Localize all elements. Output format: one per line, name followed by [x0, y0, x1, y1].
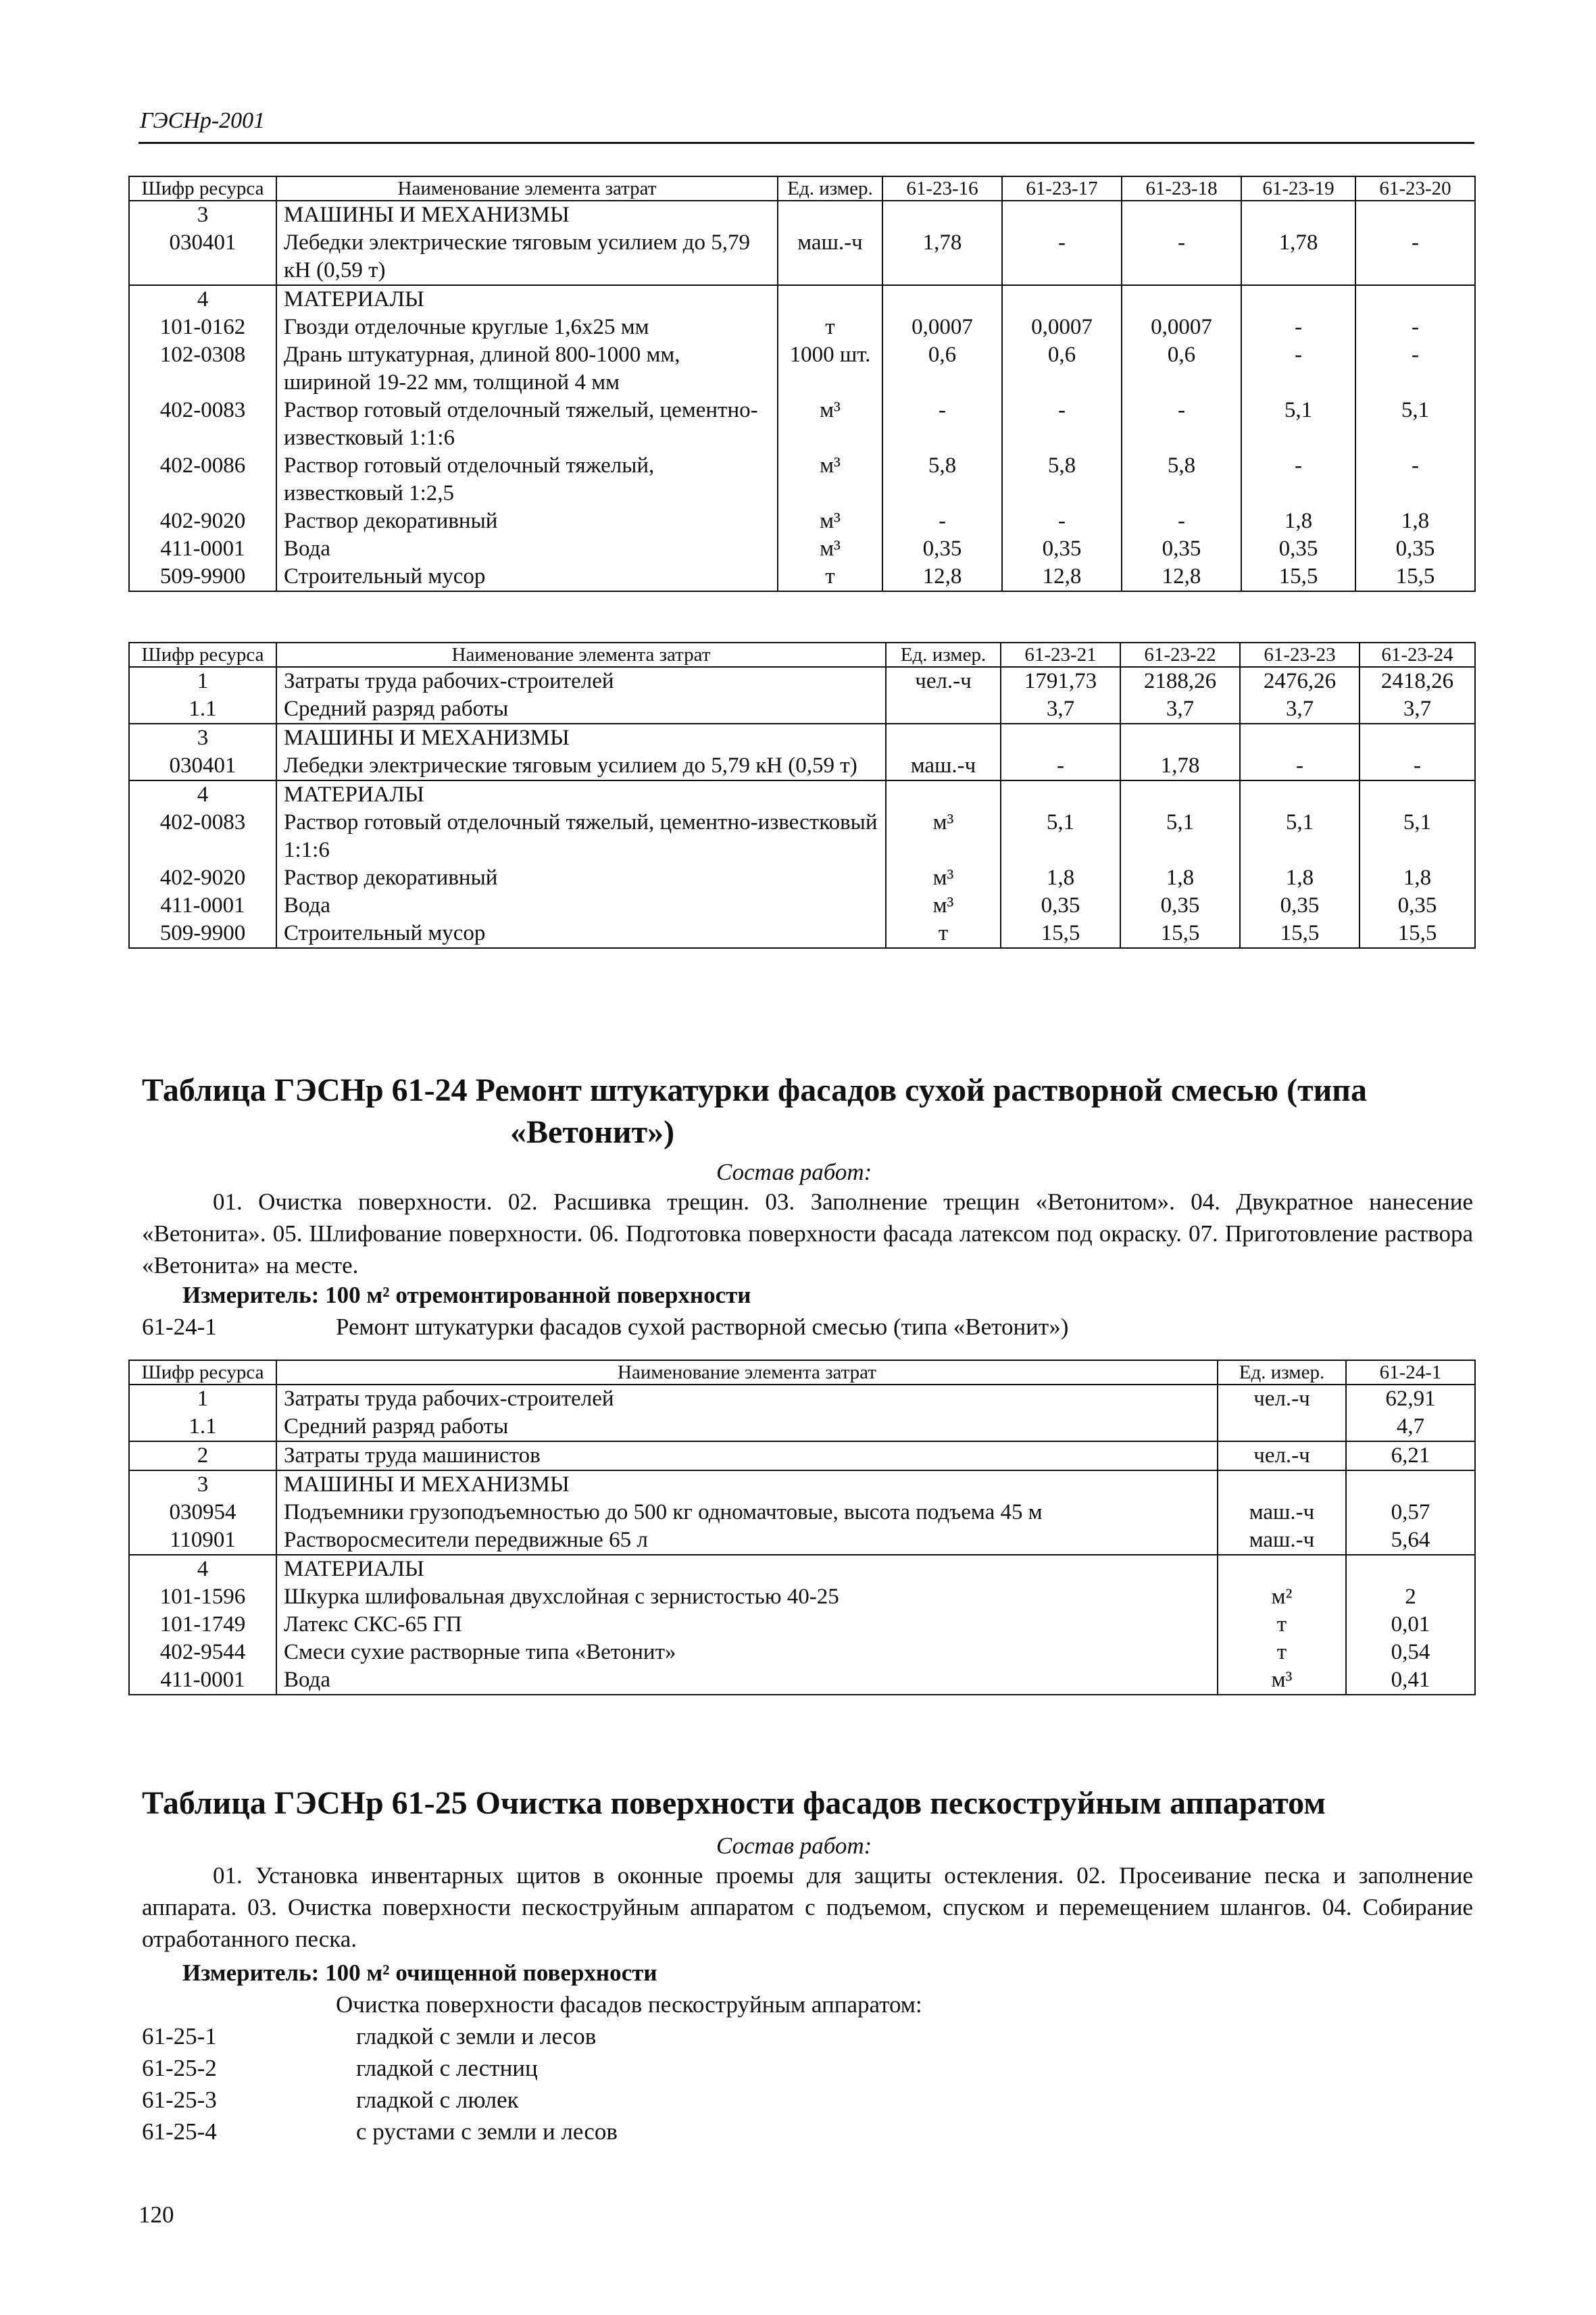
norm-value: 5,1 [1001, 809, 1120, 864]
norm-value: - [1122, 507, 1241, 535]
norm-value [1002, 285, 1122, 314]
norm-value: 12,8 [1002, 563, 1122, 591]
column-header: 61-23-16 [882, 176, 1002, 201]
norm-value [1001, 724, 1120, 752]
norm-value [1355, 285, 1475, 314]
table-row [129, 1470, 1475, 1499]
resource-code: 102-0308 [129, 341, 276, 397]
composition-label: Состав работ: [716, 1159, 872, 1185]
table-row [129, 1611, 1475, 1639]
unit: м³ [778, 452, 882, 507]
norm-value: - [1240, 752, 1360, 780]
norm-value: 2 [1346, 1583, 1475, 1611]
norm-value: 0,35 [1001, 892, 1120, 920]
unit: чел.-ч [886, 667, 1001, 695]
norm-value: 3,7 [1240, 695, 1360, 724]
item-name: с рустами с земли и лесов [356, 2118, 618, 2145]
unit: т [886, 920, 1001, 948]
norm-value [882, 285, 1002, 314]
resource-name: Средний разряд работы [276, 695, 886, 724]
resource-code: 4 [129, 780, 276, 809]
norm-value: 1,8 [1001, 864, 1120, 892]
resource-name: МАТЕРИАЛЫ [276, 285, 778, 314]
resource-name: Гвозди отделочные круглые 1,6х25 мм [276, 314, 778, 341]
resource-code: 101-1749 [129, 1611, 276, 1639]
resource-code: 402-0083 [129, 809, 276, 864]
norm-value: 0,6 [882, 341, 1002, 397]
resource-name: МАТЕРИАЛЫ [276, 780, 886, 809]
column-header: 61-23-20 [1355, 176, 1475, 201]
resource-code: 4 [129, 1555, 276, 1583]
resource-table-61-23-21-24 [128, 642, 1476, 949]
items-intro: Очистка поверхности фасадов пескоструйным аппаратом: [336, 1991, 922, 2018]
norm-value: 3,7 [1001, 695, 1120, 724]
table-title-61-24 [142, 1070, 1474, 1153]
resource-name: МАШИНЫ И МЕХАНИЗМЫ [276, 1470, 1218, 1499]
unit [886, 724, 1001, 752]
title-line-1: Таблица ГЭСНр 61-24 Ремонт штукатурки фасадов сухой растворной смесью (типа [142, 1072, 1367, 1108]
norm-value [1241, 285, 1355, 314]
table-row [129, 452, 1475, 507]
norm-value: 2188,26 [1120, 667, 1240, 695]
resource-code: 030401 [129, 752, 276, 780]
norm-value: 15,5 [1240, 920, 1360, 948]
table-header-row [129, 176, 1475, 201]
resource-code: 110901 [129, 1526, 276, 1555]
resource-code: 1.1 [129, 695, 276, 724]
table-row [129, 780, 1475, 809]
norm-value: 12,8 [882, 563, 1002, 591]
norm-value: 15,5 [1241, 563, 1355, 591]
resource-code: 101-1596 [129, 1583, 276, 1611]
table-row [129, 1639, 1475, 1666]
resource-code: 509-9900 [129, 563, 276, 591]
norm-value: 0,57 [1346, 1499, 1475, 1526]
norm-value: 5,1 [1120, 809, 1240, 864]
norm-value: 0,35 [1355, 535, 1475, 563]
resource-name: Растворосмесители передвижные 65 л [276, 1526, 1218, 1555]
norm-value: 5,8 [1122, 452, 1241, 507]
norm-value: 0,54 [1346, 1639, 1475, 1666]
norm-value: 0,35 [1241, 535, 1355, 563]
norm-value: - [1241, 314, 1355, 341]
norm-value: 3,7 [1120, 695, 1240, 724]
norm-value [1355, 201, 1475, 229]
resource-name: Раствор готовый отделочный тяжелый, цементно-известковый 1:1:6 [276, 809, 886, 864]
resource-name: Строительный мусор [276, 920, 886, 948]
norm-value: 15,5 [1001, 920, 1120, 948]
norm-value: 0,01 [1346, 1611, 1475, 1639]
table-row [129, 563, 1475, 591]
norm-value [1002, 201, 1122, 229]
norm-value: 1,8 [1360, 864, 1475, 892]
norm-value: 1,78 [1241, 229, 1355, 285]
norm-value: 0,35 [1240, 892, 1360, 920]
unit [886, 780, 1001, 809]
norm-value: 2476,26 [1240, 667, 1360, 695]
unit [886, 695, 1001, 724]
item-code: 61-25-1 [142, 2023, 217, 2049]
item-name: гладкой с земли и лесов [356, 2023, 597, 2049]
unit: м³ [778, 507, 882, 535]
column-header: Шифр ресурса [129, 176, 276, 201]
unit: м³ [886, 892, 1001, 920]
unit: чел.-ч [1218, 1441, 1346, 1470]
column-header: Шифр ресурса [129, 1360, 276, 1385]
table-row [129, 695, 1475, 724]
norm-value: - [882, 507, 1002, 535]
norm-value: - [1001, 752, 1120, 780]
table-row [129, 1666, 1475, 1695]
norm-value: 5,8 [1002, 452, 1122, 507]
table-row [129, 752, 1475, 780]
unit: маш.-ч [778, 229, 882, 285]
column-header: Ед. измер. [778, 176, 882, 201]
norm-value [1122, 285, 1241, 314]
column-header: 61-24-1 [1346, 1360, 1475, 1385]
norm-value: 5,1 [1360, 809, 1475, 864]
table-row [129, 724, 1475, 752]
resource-code: 402-0083 [129, 397, 276, 452]
resource-code: 4 [129, 285, 276, 314]
norm-value: 0,35 [882, 535, 1002, 563]
norm-value: 5,8 [882, 452, 1002, 507]
meter-label: Измеритель: 100 м² очищенной поверхности [182, 1960, 657, 1986]
norm-value: - [1241, 341, 1355, 397]
norm-value [1240, 724, 1360, 752]
unit: м³ [886, 864, 1001, 892]
table-row [129, 920, 1475, 948]
unit [778, 285, 882, 314]
table-row [129, 1413, 1475, 1441]
norm-value: - [1122, 229, 1241, 285]
column-header: Наименование элемента затрат [276, 176, 778, 201]
norm-value: 4,7 [1346, 1413, 1475, 1441]
norm-value: - [1002, 229, 1122, 285]
composition-label: Состав работ: [716, 1833, 872, 1859]
norm-value: 5,1 [1355, 397, 1475, 452]
header-rule [139, 142, 1474, 144]
resource-name: Затраты труда машинистов [276, 1441, 1218, 1470]
unit: м³ [778, 535, 882, 563]
resource-name: Затраты труда рабочих-строителей [276, 1385, 1218, 1413]
unit [1218, 1413, 1346, 1441]
table-row [129, 1441, 1475, 1470]
norm-value: 0,35 [1120, 892, 1240, 920]
norm-value: - [1122, 397, 1241, 452]
running-header: ГЭСНр-2001 [140, 108, 266, 133]
norm-value: 15,5 [1360, 920, 1475, 948]
resource-code: 2 [129, 1441, 276, 1470]
resource-name: Раствор декоративный [276, 507, 778, 535]
table-header-row [129, 643, 1475, 667]
norm-value: 15,5 [1355, 563, 1475, 591]
resource-code: 411-0001 [129, 892, 276, 920]
norm-value: 0,41 [1346, 1666, 1475, 1695]
item-code: 61-25-2 [142, 2055, 217, 2081]
table-row [129, 229, 1475, 285]
resource-name: Затраты труда рабочих-строителей [276, 667, 886, 695]
norm-value: 0,0007 [882, 314, 1002, 341]
norm-value: 0,6 [1002, 341, 1122, 397]
resource-name: Подъемники грузоподъемностью до 500 кг одномачтовые, высота подъема 45 м [276, 1499, 1218, 1526]
table-row [129, 314, 1475, 341]
table-row [129, 1583, 1475, 1611]
resource-name: Раствор готовый отделочный тяжелый, цементно-известковый 1:1:6 [276, 397, 778, 452]
resource-code: 509-9900 [129, 920, 276, 948]
norm-value: - [1241, 452, 1355, 507]
item-name: гладкой с лестниц [356, 2055, 538, 2081]
column-header: Ед. измер. [886, 643, 1001, 667]
norm-value: 2418,26 [1360, 667, 1475, 695]
norm-value [1120, 780, 1240, 809]
unit: т [1218, 1611, 1346, 1639]
resource-code: 411-0001 [129, 1666, 276, 1695]
norm-value [1241, 201, 1355, 229]
resource-name: Смеси сухие растворные типа «Ветонит» [276, 1639, 1218, 1666]
resource-name: Лебедки электрические тяговым усилием до 5,79 кН (0,59 т) [276, 752, 886, 780]
unit: т [1218, 1639, 1346, 1666]
norm-value: 1,8 [1241, 507, 1355, 535]
resource-code: 1 [129, 1385, 276, 1413]
resource-name: МАТЕРИАЛЫ [276, 1555, 1218, 1583]
norm-value [1120, 724, 1240, 752]
unit: т [778, 563, 882, 591]
norm-value: 0,35 [1360, 892, 1475, 920]
table-row [129, 667, 1475, 695]
unit [1218, 1470, 1346, 1499]
resource-code: 402-9544 [129, 1639, 276, 1666]
norm-value [1122, 201, 1241, 229]
composition-text: 01. Очистка поверхности. 02. Расшивка трещин. 03. Заполнение трещин «Ветонитом». 04. Двукратное нанесение «Ветонита». 05. Шлифование поверхности. 06. Подготовка поверхности фасада латексом под окраску. 07. Приготовление раствора «Ветонита» на месте. [142, 1189, 1473, 1278]
resource-code: 402-0086 [129, 452, 276, 507]
norm-value: - [1355, 314, 1475, 341]
column-header: Шифр ресурса [129, 643, 276, 667]
unit: 1000 шт. [778, 341, 882, 397]
column-header: Наименование элемента затрат [276, 643, 886, 667]
resource-name: Дрань штукатурная, длиной 800-1000 мм, шириной 19-22 мм, толщиной 4 мм [276, 341, 778, 397]
norm-value: 1791,73 [1001, 667, 1120, 695]
resource-code: 3 [129, 724, 276, 752]
resource-code: 030954 [129, 1499, 276, 1526]
item-name: гладкой с люлек [356, 2087, 519, 2113]
resource-table-61-23-16-20 [128, 176, 1476, 592]
unit: маш.-ч [1218, 1526, 1346, 1555]
resource-code: 101-0162 [129, 314, 276, 341]
column-header: 61-23-23 [1240, 643, 1360, 667]
norm-value: 12,8 [1122, 563, 1241, 591]
column-header: 61-23-18 [1122, 176, 1241, 201]
unit [778, 201, 882, 229]
table-row [129, 285, 1475, 314]
norm-value: 6,21 [1346, 1441, 1475, 1470]
table-title-61-25: Таблица ГЭСНр 61-25 Очистка поверхности фасадов пескоструйным аппаратом [142, 1785, 1326, 1821]
norm-value [1346, 1555, 1475, 1583]
resource-name: Латекс СКС-65 ГП [276, 1611, 1218, 1639]
unit: т [778, 314, 882, 341]
norm-value: 5,1 [1241, 397, 1355, 452]
table-row [129, 1555, 1475, 1583]
resource-code: 402-9020 [129, 864, 276, 892]
column-header: Наименование элемента затрат [276, 1360, 1218, 1385]
unit: м³ [1218, 1666, 1346, 1695]
norm-value [1240, 780, 1360, 809]
unit: маш.-ч [886, 752, 1001, 780]
unit: м³ [778, 397, 882, 452]
norm-value: - [1002, 397, 1122, 452]
norm-value: 0,35 [1002, 535, 1122, 563]
norm-value: - [1355, 341, 1475, 397]
resource-code: 402-9020 [129, 507, 276, 535]
resource-code: 1.1 [129, 1413, 276, 1441]
table-row [129, 1526, 1475, 1555]
table-row [129, 507, 1475, 535]
table-row [129, 535, 1475, 563]
unit: м² [1218, 1583, 1346, 1611]
table-row [129, 341, 1475, 397]
table-row [129, 1499, 1475, 1526]
norm-value: 3,7 [1360, 695, 1475, 724]
item-code: 61-25-4 [142, 2118, 217, 2145]
unit: маш.-ч [1218, 1499, 1346, 1526]
resource-code: 030401 [129, 229, 276, 285]
norm-value [1346, 1470, 1475, 1499]
column-header: 61-23-19 [1241, 176, 1355, 201]
unit: м³ [886, 809, 1001, 864]
column-header: 61-23-22 [1120, 643, 1240, 667]
column-header: 61-23-21 [1001, 643, 1120, 667]
column-header: Ед. измер. [1218, 1360, 1346, 1385]
norm-value: 5,64 [1346, 1526, 1475, 1555]
norm-value: 62,91 [1346, 1385, 1475, 1413]
norm-value: 1,78 [1120, 752, 1240, 780]
resource-table-61-24-1 [128, 1360, 1476, 1695]
resource-name: Средний разряд работы [276, 1413, 1218, 1441]
norm-value: - [882, 397, 1002, 452]
unit: чел.-ч [1218, 1385, 1346, 1413]
table-row [129, 201, 1475, 229]
table-header-row [129, 1360, 1475, 1385]
column-header: 61-23-24 [1360, 643, 1475, 667]
item-code: 61-24-1 [142, 1314, 217, 1340]
norm-value: 0,0007 [1122, 314, 1241, 341]
norm-value: - [1360, 752, 1475, 780]
norm-value: 1,8 [1240, 864, 1360, 892]
resource-name: Раствор готовый отделочный тяжелый, известковый 1:2,5 [276, 452, 778, 507]
resource-name: Вода [276, 535, 778, 563]
unit [1218, 1555, 1346, 1583]
resource-name: Вода [276, 892, 886, 920]
item-name: Ремонт штукатурки фасадов сухой растворной смесью (типа «Ветонит») [336, 1314, 1069, 1340]
table-row [129, 397, 1475, 452]
composition-text: 01. Установка инвентарных щитов в оконные проемы для защиты остекления. 02. Просеивание песка и заполнение аппарата. 03. Очистка поверхности пескоструйным аппаратом с подъемом, спуском и перемещением шлангов. 04. Собирание отработанного песка. [142, 1862, 1473, 1952]
table-row [129, 864, 1475, 892]
norm-value [1360, 780, 1475, 809]
page-number: 120 [139, 2201, 174, 2228]
resource-code: 1 [129, 667, 276, 695]
norm-value: 5,1 [1240, 809, 1360, 864]
resource-code: 411-0001 [129, 535, 276, 563]
norm-value: 0,6 [1122, 341, 1241, 397]
norm-value: 1,78 [882, 229, 1002, 285]
norm-value: 0,0007 [1002, 314, 1122, 341]
norm-value: 1,8 [1355, 507, 1475, 535]
table-row [129, 1385, 1475, 1413]
norm-value: - [1355, 229, 1475, 285]
resource-name: Строительный мусор [276, 563, 778, 591]
norm-value: - [1002, 507, 1122, 535]
norm-value: 0,35 [1122, 535, 1241, 563]
norm-value: 1,8 [1120, 864, 1240, 892]
resource-code: 3 [129, 201, 276, 229]
title-line-2: «Ветонит») [510, 1114, 675, 1150]
norm-value [882, 201, 1002, 229]
column-header: 61-23-17 [1002, 176, 1122, 201]
norm-value: 15,5 [1120, 920, 1240, 948]
resource-name: Вода [276, 1666, 1218, 1695]
meter-label: Измеритель: 100 м² отремонтированной поверхности [182, 1282, 751, 1308]
resource-name: МАШИНЫ И МЕХАНИЗМЫ [276, 724, 886, 752]
resource-code: 3 [129, 1470, 276, 1499]
item-code: 61-25-3 [142, 2087, 217, 2113]
resource-name: МАШИНЫ И МЕХАНИЗМЫ [276, 201, 778, 229]
resource-name: Лебедки электрические тяговым усилием до 5,79 кН (0,59 т) [276, 229, 778, 285]
resource-name: Раствор декоративный [276, 864, 886, 892]
norm-value [1001, 780, 1120, 809]
table-row [129, 892, 1475, 920]
table-row [129, 809, 1475, 864]
norm-value [1360, 724, 1475, 752]
resource-name: Шкурка шлифовальная двухслойная с зернистостью 40-25 [276, 1583, 1218, 1611]
norm-value: - [1355, 452, 1475, 507]
